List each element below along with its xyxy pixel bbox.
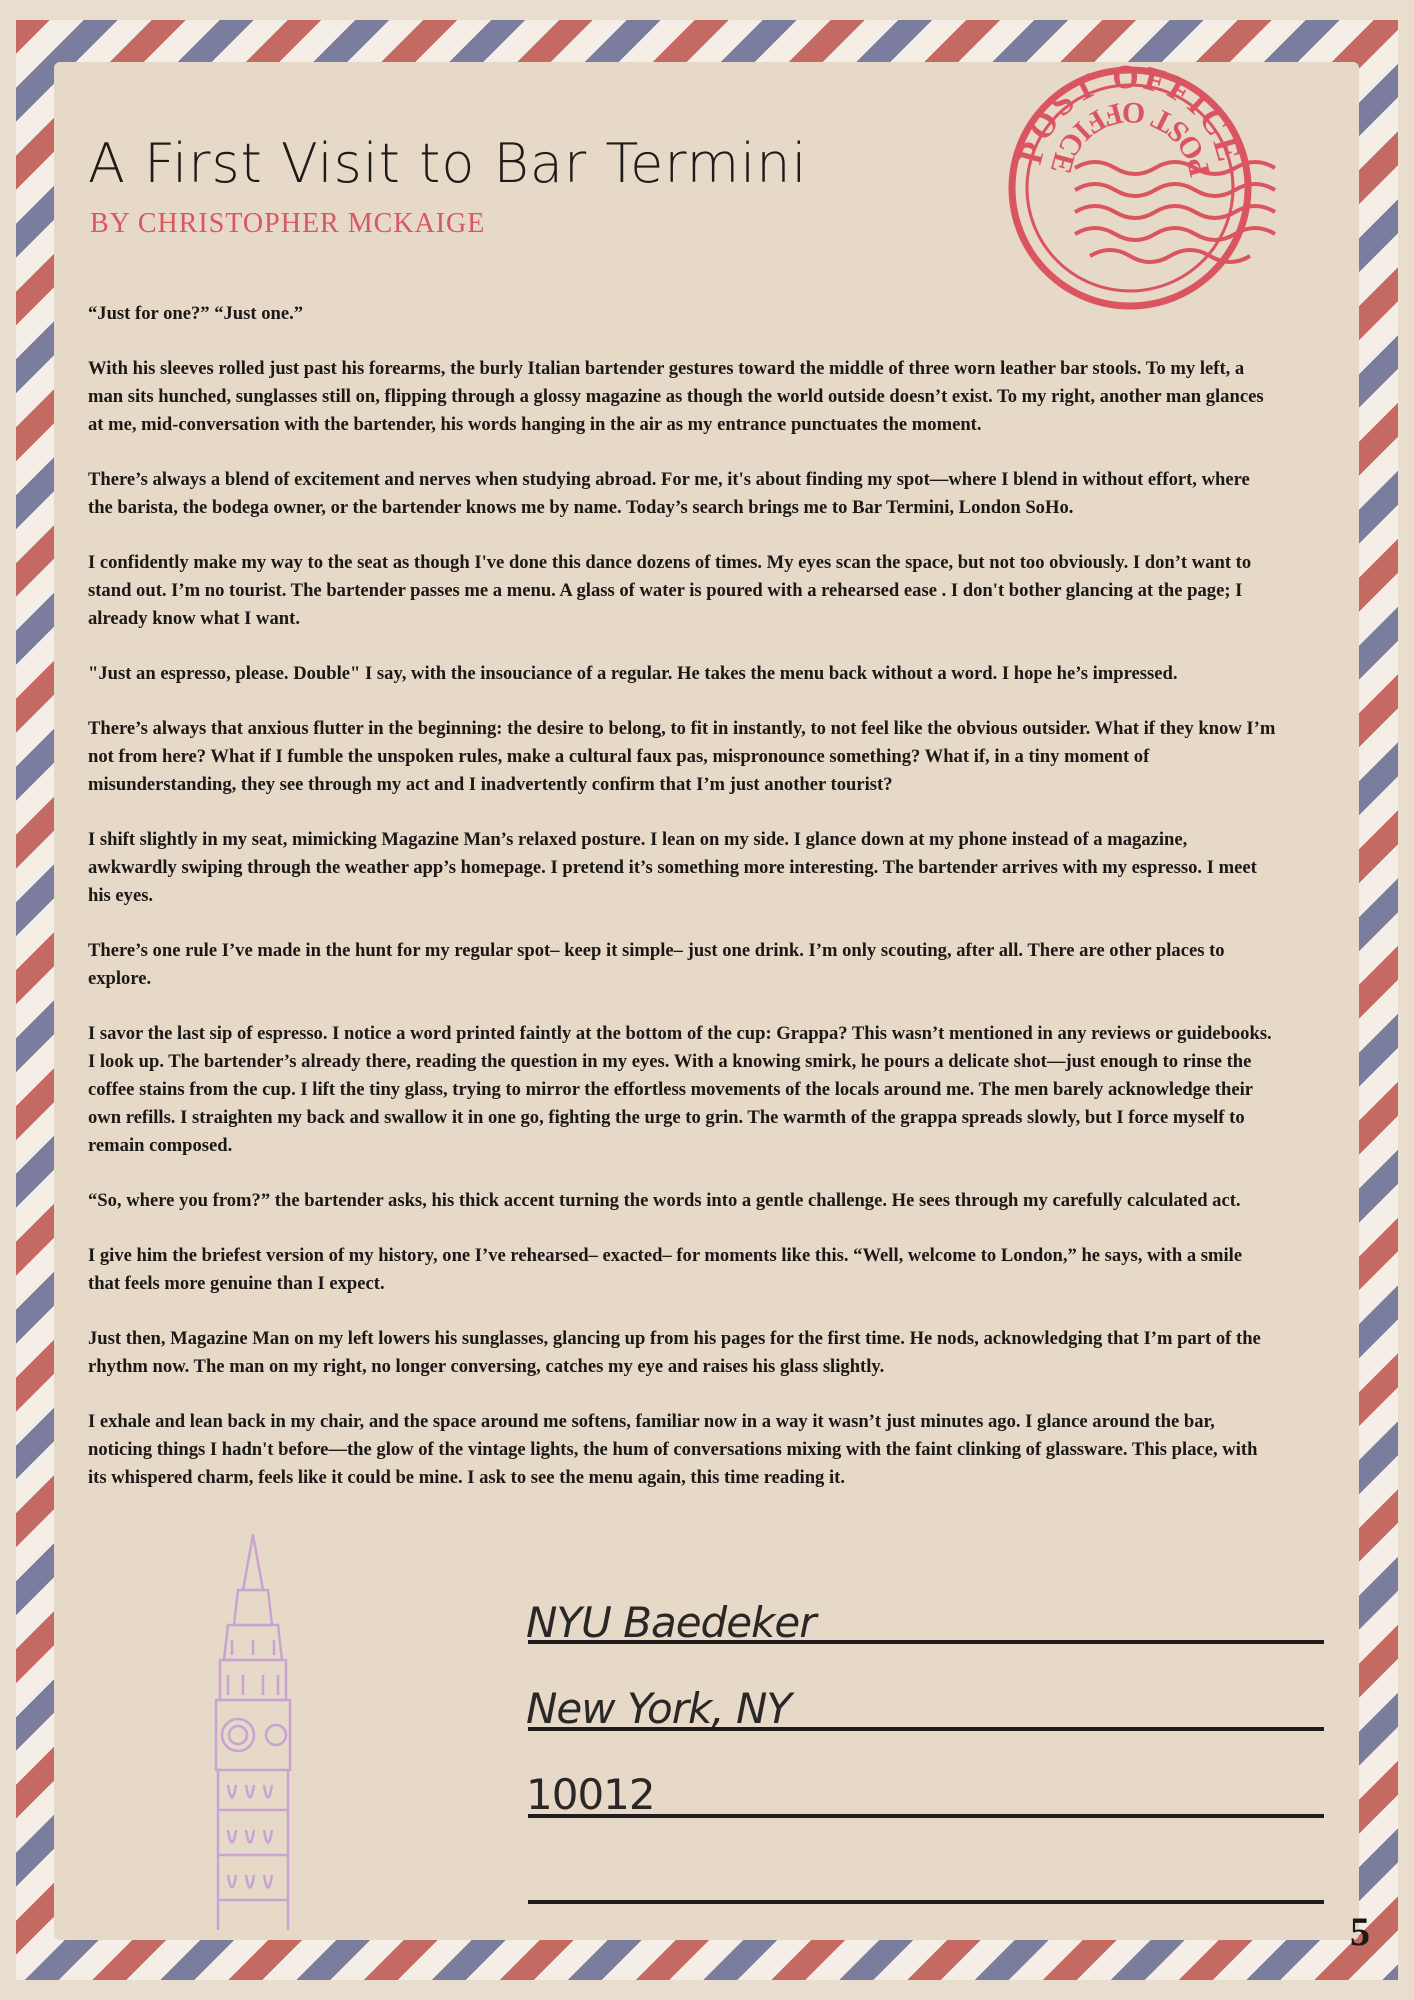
paragraph-2: With his sleeves rolled just past his forearms, the burly Italian bartender gestures toward the middle of three worn leather bar stools. To my left, a man sits hunched, sunglasses still on, flipping through a glossy magazine as though the world outside doesn’t exist. To my right, another man glances at me, mid-conversation with the bartender, his words hanging in the air as my entrance punctuates the moment. [88, 358, 1264, 435]
article-title: A First Visit to Bar Termini [88, 132, 808, 195]
address-line-4 [528, 1900, 1324, 1904]
paragraph-4: I confidently make my way to the seat as though I've done this dance dozens of times. My eyes scan the space, but not too obviously. I don’t want to stand out. I’m no tourist. The bartender passes me a menu. A glass of water is poured with a rehearsed ease . I don't bother glancing at the page; I already know what I want. [88, 552, 1252, 629]
address-line-3-text: 10012 [526, 1770, 655, 1819]
paragraph-5: "Just an espresso, please. Double" I say, with the insouciance of a regular. He takes the menu back without a word. I hope he’s impressed. [88, 663, 1178, 684]
stamp-text-bottom: POST OFFICE [1043, 95, 1217, 181]
paragraph-6: There’s always that anxious flutter in the beginning: the desire to belong, to fit in instantly, to not feel like the obvious outsider. What if they know I’m not from here? What if I fumble the unspoken rules, make a cultural faux pas, mispronounce something? What if, in a tiny moment of misunderstanding, they see through my act and I inadvertently confirm that I’m just another tourist? [88, 718, 1276, 795]
address-line-1-text: NYU Baedeker [526, 1598, 816, 1647]
postmark-stamp-icon [980, 48, 1280, 318]
paragraph-8: There’s one rule I’ve made in the hunt for my regular spot– keep it simple– just one drink. I’m only scouting, after all. There are other places to explore. [88, 940, 1225, 989]
paragraph-11: I give him the briefest version of my history, one I’ve rehearsed– exacted– for moments like this. “Well, welcome to London,” he says, with a smile that feels more genuine than I expect. [88, 1245, 1243, 1294]
stamp-text-top: POST OFFICE [1012, 58, 1249, 169]
article-body [88, 300, 1278, 1519]
address-line-1 [528, 1640, 1324, 1644]
big-ben-icon [198, 1530, 308, 1940]
paragraph-13: I exhale and lean back in my chair, and the space around me softens, familiar now in a way it wasn’t just minutes ago. I glance around the bar, noticing things I hadn't before—the glow of the vintage lights, the hum of conversations mixing with the faint clinking of glassware. This place, with its whispered charm, feels like it could be mine. I ask to see the menu again, this time reading it. [88, 1411, 1258, 1488]
paragraph-12: Just then, Magazine Man on my left lowers his sunglasses, glancing up from his pages for the first time. He nods, acknowledging that I’m part of the rhythm now. The man on my right, no longer conversing, catches my eye and raises his glass slightly. [88, 1328, 1261, 1377]
paragraph-10: “So, where you from?” the bartender asks, his thick accent turning the words into a gentle challenge. He sees through my carefully calculated act. [88, 1190, 1241, 1211]
address-line-3 [528, 1814, 1324, 1818]
paragraph-7: I shift slightly in my seat, mimicking Magazine Man’s relaxed posture. I lean on my side. I glance down at my phone instead of a magazine, awkwardly swiping through the weather app’s homepage. I pretend it’s something more interesting. The bartender arrives with my espresso. I meet his eyes. [88, 829, 1257, 906]
paragraph-1: “Just for one?” “Just one.” [88, 303, 304, 324]
paragraph-3: There’s always a blend of excitement and nerves when studying abroad. For me, it's about finding my spot—where I blend in without effort, where the barista, the bodega owner, or the bartender knows me by name. Today’s search brings me to Bar Termini, London SoHo. [88, 469, 1250, 518]
address-line-2-text: New York, NY [526, 1684, 792, 1733]
address-line-2 [528, 1727, 1324, 1731]
paragraph-9: I savor the last sip of espresso. I notice a word printed faintly at the bottom of the cup: Grappa? This wasn’t mentioned in any reviews or guidebooks. I look up. The bartender’s already there, reading the question in my eyes. With a knowing smirk, he pours a delicate shot—just enough to rinse the coffee stains from the cup. I lift the tiny glass, trying to mirror the effortless movements of the locals around me. The men barely acknowledge their own refills. I straighten my back and swallow it in one go, fighting the urge to grin. The warmth of the grappa spreads slowly, but I force myself to remain composed. [88, 1023, 1272, 1156]
page-number: 5 [1350, 1909, 1370, 1954]
article-byline: BY CHRISTOPHER MCKAIGE [90, 208, 486, 239]
